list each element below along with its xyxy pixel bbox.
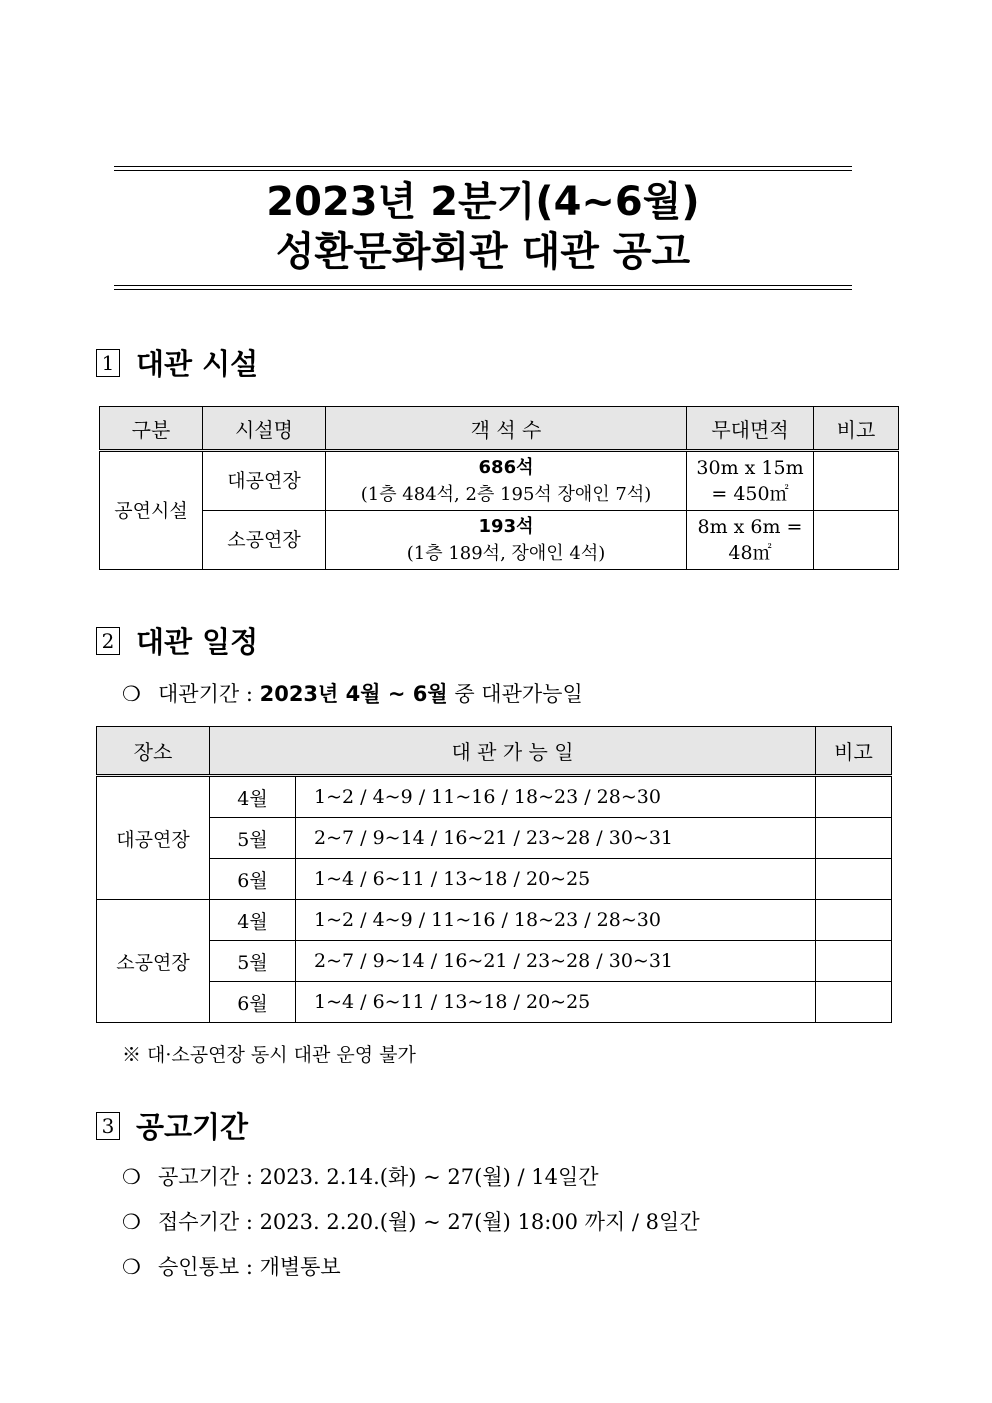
month-cell: 5월 (210, 941, 296, 982)
seat-total: 193석 (478, 516, 534, 537)
remarks-cell (816, 941, 892, 982)
remarks-cell (816, 982, 892, 1023)
period-label: 대관기간 : (158, 682, 253, 706)
seat-count-cell (326, 451, 687, 511)
circle-bullet-icon: ❍ (122, 1255, 141, 1279)
title-bottom-rule-2 (114, 289, 852, 290)
stage-area-line1: 30m x 15m (696, 457, 804, 479)
title-line-1: 2023년 2분기(4~6월) (266, 179, 700, 225)
schedule-table (96, 726, 892, 1023)
section-heading-notice (96, 1105, 248, 1146)
venue-name: 소공연장 (97, 900, 210, 1023)
section-title: 대관 일정 (136, 625, 259, 659)
remarks-cell (816, 818, 892, 859)
available-dates: 1~2 / 4~9 / 11~16 / 18~23 / 28~30 (296, 900, 816, 941)
period-suffix: 중 대관가능일 (454, 682, 583, 706)
table-row (97, 982, 892, 1023)
title-bottom-rule (114, 285, 852, 286)
month-cell: 4월 (210, 776, 296, 818)
available-dates: 1~2 / 4~9 / 11~16 / 18~23 / 28~30 (296, 776, 816, 818)
month-cell: 6월 (210, 859, 296, 900)
section-number: 2 (96, 627, 120, 655)
stage-area-line2: = 450㎡ (711, 483, 789, 505)
column-header: 시설명 (203, 407, 326, 451)
facilities-table (99, 406, 899, 570)
available-dates: 2~7 / 9~14 / 16~21 / 23~28 / 30~31 (296, 818, 816, 859)
period-value: 2023년 4월 ~ 6월 (259, 682, 448, 706)
notice-text: 접수기간 : 2023. 2.20.(월) ~ 27(월) 18:00 까지 / 8일간 (158, 1210, 700, 1234)
rental-period-line (122, 678, 583, 708)
column-header: 대 관 가 능 일 (210, 727, 816, 776)
notice-item (122, 1161, 599, 1191)
seat-detail: (1층 484석, 2층 195석 장애인 7석) (360, 484, 652, 505)
remarks-cell (816, 859, 892, 900)
month-cell: 4월 (210, 900, 296, 941)
section-title: 대관 시설 (136, 347, 259, 381)
schedule-note: ※ 대·소공연장 동시 대관 운영 불가 (122, 1044, 416, 1066)
column-header: 장소 (97, 727, 210, 776)
venue-name: 대공연장 (97, 776, 210, 900)
remarks-cell (816, 776, 892, 818)
month-cell: 6월 (210, 982, 296, 1023)
notice-item (122, 1251, 341, 1281)
table-row (97, 900, 892, 941)
seat-count-cell (326, 511, 687, 570)
table-row (100, 511, 899, 570)
section-number: 3 (96, 1112, 120, 1140)
column-header: 구분 (100, 407, 203, 451)
facility-name: 소공연장 (203, 511, 326, 570)
title-top-rule-2 (114, 170, 852, 171)
available-dates: 1~4 / 6~11 / 13~18 / 20~25 (296, 859, 816, 900)
remarks-cell (814, 451, 899, 511)
notice-text: 승인통보 : 개별통보 (158, 1255, 341, 1279)
table-row (97, 941, 892, 982)
section-number: 1 (96, 349, 120, 377)
notice-item (122, 1206, 700, 1236)
category-cell: 공연시설 (100, 451, 203, 570)
section-title: 공고기간 (136, 1110, 249, 1144)
table-row (100, 451, 899, 511)
circle-bullet-icon: ❍ (122, 1165, 141, 1189)
facility-name: 대공연장 (203, 451, 326, 511)
stage-area-cell (687, 451, 814, 511)
stage-area-line2: 48㎡ (728, 542, 772, 564)
stage-area-line1: 8m x 6m = (697, 516, 803, 538)
notice-text: 공고기간 : 2023. 2.14.(화) ~ 27(월) / 14일간 (158, 1165, 599, 1189)
table-row (97, 859, 892, 900)
available-dates: 2~7 / 9~14 / 16~21 / 23~28 / 30~31 (296, 941, 816, 982)
column-header: 객 석 수 (326, 407, 687, 451)
document-title-block (114, 166, 852, 293)
column-header: 비고 (814, 407, 899, 451)
available-dates: 1~4 / 6~11 / 13~18 / 20~25 (296, 982, 816, 1023)
table-row (97, 818, 892, 859)
circle-bullet-icon: ❍ (122, 1210, 141, 1234)
column-header: 비고 (816, 727, 892, 776)
section-heading-facilities (96, 342, 258, 383)
remarks-cell (816, 900, 892, 941)
title-line-2: 성환문화회관 대관 공고 (275, 229, 691, 275)
table-row (97, 776, 892, 818)
circle-bullet-icon: ❍ (122, 682, 141, 706)
title-top-rule (114, 166, 852, 167)
section-heading-schedule (96, 620, 258, 661)
seat-detail: (1층 189석, 장애인 4석) (406, 543, 606, 564)
table-header-row (100, 407, 899, 451)
month-cell: 5월 (210, 818, 296, 859)
remarks-cell (814, 511, 899, 570)
stage-area-cell (687, 511, 814, 570)
column-header: 무대면적 (687, 407, 814, 451)
seat-total: 686석 (478, 457, 534, 478)
table-header-row (97, 727, 892, 776)
